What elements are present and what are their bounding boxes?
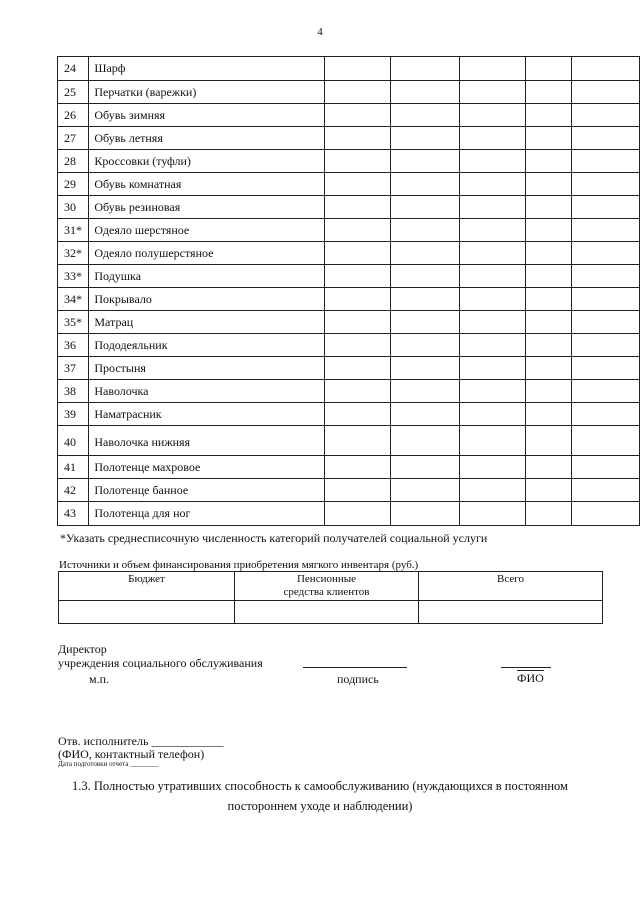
table-row — [58, 104, 640, 127]
value-cell[interactable] — [391, 403, 460, 426]
value-cell[interactable] — [324, 380, 391, 403]
value-cell[interactable] — [572, 127, 640, 150]
value-cell[interactable] — [459, 426, 525, 456]
stamp-label: м.п. — [89, 672, 110, 686]
value-cell[interactable] — [324, 357, 391, 380]
director-label: Директор — [58, 642, 107, 656]
value-cell[interactable] — [391, 81, 460, 104]
value-cell[interactable] — [459, 403, 525, 426]
value-cell[interactable] — [572, 219, 640, 242]
value-cell[interactable] — [459, 104, 525, 127]
row-number: 27 — [58, 127, 89, 150]
col-pension-header — [235, 572, 419, 601]
table-row — [58, 150, 640, 173]
value-cell[interactable] — [391, 104, 460, 127]
value-cell[interactable] — [459, 127, 525, 150]
value-cell[interactable] — [525, 127, 572, 150]
value-cell[interactable] — [324, 403, 391, 426]
row-number: 29 — [58, 173, 89, 196]
row-number: 32* — [58, 242, 89, 265]
value-cell[interactable] — [324, 502, 391, 526]
value-cell[interactable] — [391, 334, 460, 357]
total-value-cell[interactable] — [419, 601, 603, 624]
pension-value-cell[interactable] — [235, 601, 419, 624]
item-name: Перчатки (варежки) — [89, 81, 324, 104]
inventory-table — [57, 56, 640, 526]
value-cell[interactable] — [324, 288, 391, 311]
value-cell[interactable] — [324, 104, 391, 127]
value-cell[interactable] — [324, 242, 391, 265]
item-name: Шарф — [89, 57, 324, 81]
value-cell[interactable] — [459, 456, 525, 479]
table-row — [58, 311, 640, 334]
item-name: Простыня — [89, 357, 324, 380]
item-name: Одеяло полушерстяное — [89, 242, 324, 265]
value-cell[interactable] — [391, 426, 460, 456]
value-cell[interactable] — [324, 479, 391, 502]
value-cell[interactable] — [324, 127, 391, 150]
value-cell[interactable] — [572, 81, 640, 104]
value-cell[interactable] — [572, 311, 640, 334]
value-cell[interactable] — [324, 265, 391, 288]
item-name: Полотенце махровое — [89, 456, 324, 479]
table-row — [58, 242, 640, 265]
item-name: Обувь летняя — [89, 127, 324, 150]
value-cell[interactable] — [572, 150, 640, 173]
row-number: 31* — [58, 219, 89, 242]
value-cell[interactable] — [572, 334, 640, 357]
value-cell[interactable] — [459, 357, 525, 380]
item-name: Покрывало — [89, 288, 324, 311]
value-cell[interactable] — [459, 311, 525, 334]
value-cell[interactable] — [391, 357, 460, 380]
value-cell[interactable] — [525, 242, 572, 265]
value-cell[interactable] — [391, 380, 460, 403]
value-cell[interactable] — [572, 479, 640, 502]
value-cell[interactable] — [324, 456, 391, 479]
value-cell[interactable] — [324, 81, 391, 104]
value-cell[interactable] — [391, 127, 460, 150]
value-cell[interactable] — [525, 456, 572, 479]
col-pension-header-line1: Пенсионные — [296, 573, 357, 585]
value-cell[interactable] — [391, 173, 460, 196]
row-number: 42 — [58, 479, 89, 502]
footnote: *Указать среднесписочную численность категорий получателей социальной услуги — [60, 531, 488, 545]
financing-caption: Источники и объем финансирования приобретения мягкого инвентаря (руб.) — [59, 559, 419, 571]
value-cell[interactable] — [324, 57, 391, 81]
value-cell[interactable] — [459, 173, 525, 196]
value-cell[interactable] — [459, 81, 525, 104]
col-total-header: Всего — [419, 572, 603, 601]
value-cell[interactable] — [572, 288, 640, 311]
value-cell[interactable] — [324, 311, 391, 334]
value-cell[interactable] — [525, 334, 572, 357]
value-cell[interactable] — [572, 426, 640, 456]
value-cell[interactable] — [391, 242, 460, 265]
item-name: Обувь зимняя — [89, 104, 324, 127]
value-cell[interactable] — [572, 265, 640, 288]
value-cell[interactable] — [525, 502, 572, 526]
table-row — [58, 57, 640, 81]
value-cell[interactable] — [525, 380, 572, 403]
item-name: Наволочка нижняя — [89, 426, 324, 456]
value-cell[interactable] — [459, 479, 525, 502]
value-cell[interactable] — [525, 219, 572, 242]
value-cell[interactable] — [572, 502, 640, 526]
value-cell[interactable] — [525, 173, 572, 196]
value-cell[interactable] — [525, 57, 572, 81]
row-number: 39 — [58, 403, 89, 426]
value-cell[interactable] — [525, 426, 572, 456]
value-cell[interactable] — [391, 150, 460, 173]
table-row — [58, 219, 640, 242]
item-name: Полотенца для ног — [89, 502, 324, 526]
value-cell[interactable] — [459, 150, 525, 173]
value-cell[interactable] — [525, 479, 572, 502]
fio-label: ФИО — [517, 671, 544, 685]
value-cell[interactable] — [459, 288, 525, 311]
table-row — [58, 288, 640, 311]
item-name: Матрац — [89, 311, 324, 334]
value-cell[interactable] — [391, 502, 460, 526]
value-cell[interactable] — [324, 334, 391, 357]
value-cell[interactable] — [324, 150, 391, 173]
row-number: 37 — [58, 357, 89, 380]
value-cell[interactable] — [459, 219, 525, 242]
value-cell[interactable] — [324, 219, 391, 242]
value-cell[interactable] — [459, 265, 525, 288]
value-cell[interactable] — [459, 380, 525, 403]
row-number: 40 — [58, 426, 89, 456]
table-row — [58, 357, 640, 380]
value-cell[interactable] — [391, 57, 460, 81]
table-row — [58, 127, 640, 150]
item-name: Обувь комнатная — [89, 173, 324, 196]
value-cell[interactable] — [391, 288, 460, 311]
signature-line[interactable] — [303, 667, 407, 668]
item-name: Наволочка — [89, 380, 324, 403]
col-budget-header: Бюджет — [59, 572, 235, 601]
table-row — [58, 173, 640, 196]
item-name: Одеяло шерстяное — [89, 219, 324, 242]
table-row — [58, 196, 640, 219]
value-cell[interactable] — [525, 81, 572, 104]
value-cell[interactable] — [572, 173, 640, 196]
table-row — [58, 502, 640, 526]
row-number: 36 — [58, 334, 89, 357]
value-cell[interactable] — [459, 502, 525, 526]
row-number: 25 — [58, 81, 89, 104]
row-number: 28 — [58, 150, 89, 173]
value-cell[interactable] — [525, 104, 572, 127]
row-number: 41 — [58, 456, 89, 479]
item-name: Полотенце банное — [89, 479, 324, 502]
value-cell[interactable] — [572, 57, 640, 81]
section-title-line1: 1.3. Полностью утративших способность к самообслуживанию (нуждающихся в постоянном — [72, 779, 568, 793]
table-row — [58, 403, 640, 426]
row-number: 33* — [58, 265, 89, 288]
institution-label: учреждения социального обслуживания — [58, 656, 263, 670]
financing-table — [58, 571, 603, 624]
row-number: 43 — [58, 502, 89, 526]
fio-line[interactable] — [501, 667, 551, 668]
table-row — [58, 426, 640, 456]
item-name: Пододеяльник — [89, 334, 324, 357]
value-cell[interactable] — [391, 196, 460, 219]
value-cell[interactable] — [525, 265, 572, 288]
value-cell[interactable] — [572, 403, 640, 426]
row-number: 34* — [58, 288, 89, 311]
item-name: Обувь резиновая — [89, 196, 324, 219]
item-name: Наматрасник — [89, 403, 324, 426]
value-cell[interactable] — [525, 403, 572, 426]
executor-note: (ФИО, контактный телефон) — [58, 747, 205, 761]
row-number: 26 — [58, 104, 89, 127]
value-cell[interactable] — [525, 150, 572, 173]
budget-value-cell[interactable] — [59, 601, 235, 624]
value-cell[interactable] — [525, 196, 572, 219]
value-cell[interactable] — [525, 357, 572, 380]
row-number: 30 — [58, 196, 89, 219]
value-cell[interactable] — [525, 288, 572, 311]
value-cell[interactable] — [391, 311, 460, 334]
value-cell[interactable] — [324, 196, 391, 219]
page-number: 4 — [317, 26, 323, 38]
value-cell[interactable] — [324, 426, 391, 456]
value-cell[interactable] — [391, 456, 460, 479]
value-cell[interactable] — [572, 104, 640, 127]
value-cell[interactable] — [572, 456, 640, 479]
value-cell[interactable] — [459, 242, 525, 265]
report-date-label: Дата подготовки отчета ________ — [58, 760, 159, 768]
value-cell[interactable] — [459, 196, 525, 219]
value-cell[interactable] — [572, 357, 640, 380]
table-row — [58, 380, 640, 403]
table-row — [58, 334, 640, 357]
value-cell[interactable] — [391, 265, 460, 288]
value-cell[interactable] — [572, 242, 640, 265]
col-pension-header-line2: средства клиентов — [283, 586, 370, 598]
table-row — [58, 265, 640, 288]
value-cell[interactable] — [459, 334, 525, 357]
table-row — [58, 456, 640, 479]
value-cell[interactable] — [391, 219, 460, 242]
signature-label: подпись — [337, 672, 379, 686]
table-row — [58, 81, 640, 104]
value-cell[interactable] — [572, 196, 640, 219]
value-cell[interactable] — [391, 479, 460, 502]
item-name: Подушка — [89, 265, 324, 288]
row-number: 24 — [58, 57, 89, 81]
section-title-line2: постороннем уходе и наблюдении) — [227, 799, 413, 813]
item-name: Кроссовки (туфли) — [89, 150, 324, 173]
value-cell[interactable] — [572, 380, 640, 403]
value-cell[interactable] — [459, 57, 525, 81]
value-cell[interactable] — [324, 173, 391, 196]
table-row — [58, 479, 640, 502]
executor-label: Отв. исполнитель ____________ — [58, 734, 224, 748]
value-cell[interactable] — [525, 311, 572, 334]
row-number: 35* — [58, 311, 89, 334]
section-title — [0, 776, 640, 816]
row-number: 38 — [58, 380, 89, 403]
